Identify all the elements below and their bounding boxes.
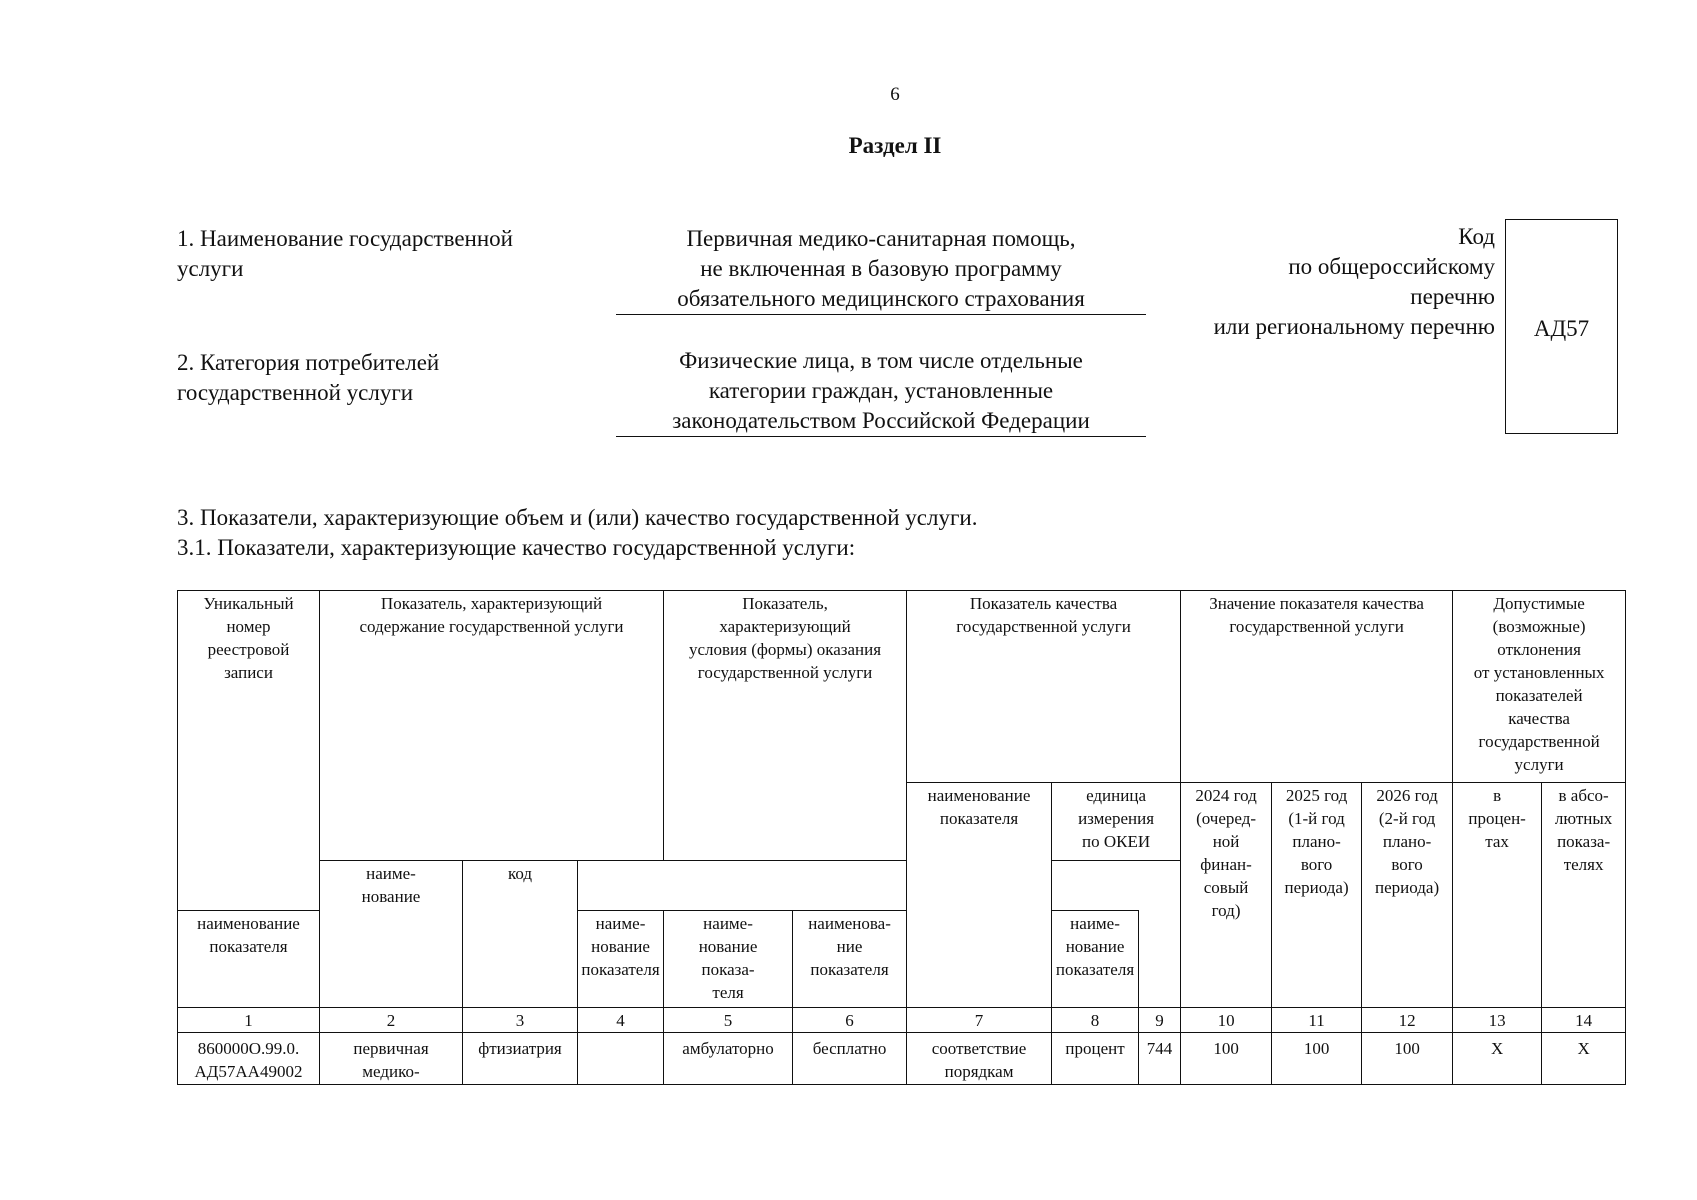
page-number: 6 (890, 84, 900, 105)
cell-value-2026: 100 (1362, 1033, 1453, 1085)
header-content-name-3: наиме- нование показа- теля (664, 911, 793, 1008)
cell-condition-2: бесплатно (793, 1033, 907, 1085)
column-number-cell: 12 (1362, 1008, 1453, 1033)
header-unit-code: код (463, 861, 578, 1008)
header-allowed-deviation: Допустимые (возможные) отклонения от установленных показателей качества государственной услуги (1453, 591, 1626, 783)
cell-deviation-percent: X (1453, 1033, 1542, 1085)
column-number-cell: 1 (178, 1008, 320, 1033)
code-label: Код по общероссийскому перечню или региональному перечню (1213, 224, 1495, 339)
header-content-name-2: наиме- нование показателя (578, 911, 664, 1008)
header-unique-number: Уникальный номер реестровой записи (178, 591, 320, 911)
column-number-cell: 3 (463, 1008, 578, 1033)
header-year-2026: 2026 год (2-й год плано- вого периода) (1362, 783, 1453, 1008)
paragraph-3: 3. Показатели, характеризующие объем и (или) качество государственной услуги. (177, 505, 978, 530)
consumer-category-value: Физические лица, в том числе отдельные категории граждан, установленные законодательством Российской Федерации (616, 346, 1146, 437)
cell-unit-code: 744 (1139, 1033, 1181, 1085)
column-number-cell: 14 (1542, 1008, 1626, 1033)
header-content-name-1: наименование показателя (178, 911, 320, 1008)
table-row (178, 1033, 1626, 1085)
cell-value-2024: 100 (1181, 1033, 1272, 1085)
cell-content-3 (578, 1033, 664, 1085)
header-content-indicator: Показатель, характеризующий содержание государственной услуги (320, 591, 664, 861)
column-number-cell: 2 (320, 1008, 463, 1033)
header-deviation-percent: в процен- тах (1453, 783, 1542, 1008)
column-number-cell: 4 (578, 1008, 664, 1033)
header-condition-name-2: наиме- нование показателя (1052, 911, 1139, 1008)
quality-indicators-table (177, 590, 1626, 1085)
header-deviation-absolute: в абсо- лютных показа- телях (1542, 783, 1626, 1008)
cell-registry-number: 860000О.99.0. АД57АА49002 (178, 1033, 320, 1085)
column-number-cell: 9 (1139, 1008, 1181, 1033)
header-conditions-indicator: Показатель, характеризующий условия (формы) оказания государственной услуги (664, 591, 907, 861)
column-number-cell: 10 (1181, 1008, 1272, 1033)
column-numbers-row (178, 1008, 1626, 1033)
service-name-value: Первичная медико-санитарная помощь, не включенная в базовую программу обязательного медицинского страхования (616, 224, 1146, 315)
section-title: Раздел II (848, 133, 942, 158)
header-year-2025: 2025 год (1-й год плано- вого периода) (1272, 783, 1362, 1008)
code-box (1505, 219, 1618, 434)
consumer-category-label: 2. Категория потребителей государственной услуги (177, 350, 440, 405)
column-number-cell: 11 (1272, 1008, 1362, 1033)
header-condition-name-1: наименова- ние показателя (793, 911, 907, 1008)
cell-indicator-name: соответствие порядкам (907, 1033, 1052, 1085)
column-number-cell: 6 (793, 1008, 907, 1033)
cell-content-1: первичная медико- (320, 1033, 463, 1085)
column-number-cell: 13 (1453, 1008, 1542, 1033)
paragraph-3-1: 3.1. Показатели, характеризующие качество государственной услуги: (177, 535, 856, 560)
column-number-cell: 8 (1052, 1008, 1139, 1033)
cell-condition-1: амбулаторно (664, 1033, 793, 1085)
header-quality-indicator: Показатель качества государственной услуги (907, 591, 1181, 783)
header-quality-value: Значение показателя качества государственной услуги (1181, 591, 1453, 783)
service-name-label: 1. Наименование государственной услуги (177, 226, 513, 281)
column-number-cell: 5 (664, 1008, 793, 1033)
header-unit-okei: единица измерения по ОКЕИ (1052, 783, 1181, 861)
cell-content-2: фтизиатрия (463, 1033, 578, 1085)
column-number-cell: 7 (907, 1008, 1052, 1033)
cell-deviation-absolute: X (1542, 1033, 1626, 1085)
cell-unit-name: процент (1052, 1033, 1139, 1085)
code-value: АД57 (1533, 316, 1590, 341)
header-unit-name: наиме- нование (320, 861, 463, 1008)
header-indicator-name: наименование показателя (907, 783, 1052, 1008)
cell-value-2025: 100 (1272, 1033, 1362, 1085)
header-year-2024: 2024 год (очеред- ной финан- совый год) (1181, 783, 1272, 1008)
